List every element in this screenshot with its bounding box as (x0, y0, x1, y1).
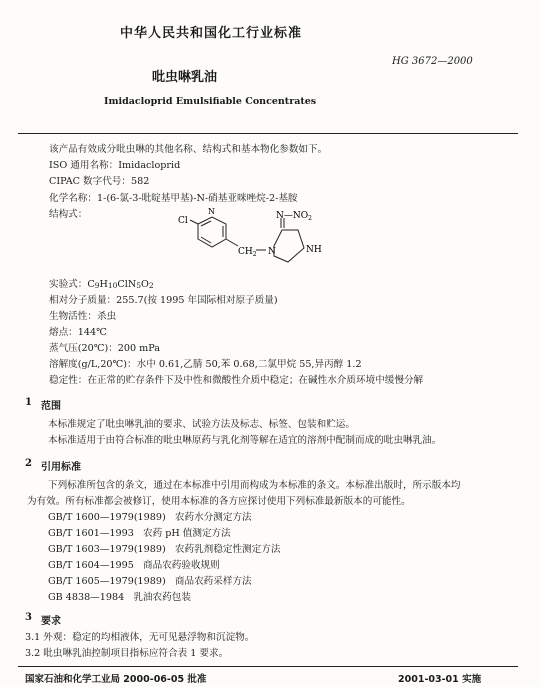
section-2-p1: 下列标准所包含的条文，通过在本标准中引用而构成为本标准的条文。本标准出版时，所示版本均 (48, 480, 461, 491)
solubility: 溶解度(g/L,20℃)：水中 0.61,乙腈 50,苯 0.68,二氯甲烷 55,异丙醇 1.2 (49, 359, 362, 370)
ref-item: GB/T 1604—1995 商品农药验收规则 (48, 560, 220, 571)
section-1-p2: 本标准适用于由符合标准的吡虫啉原药与乳化剂等解在适宜的溶剂中配制而成的吡虫啉乳油。 (48, 435, 442, 446)
title-en: Imidacloprid Emulsifiable Concentrates (104, 96, 317, 107)
cipac-code: CIPAC 数字代号：582 (49, 176, 150, 187)
melting-point: 熔点：144℃ (49, 327, 107, 338)
structural-formula (170, 207, 350, 282)
section-3-title: 要求 (41, 616, 61, 627)
footer-rule (18, 666, 518, 667)
ref-item: GB/T 1603—1979(1989) 农药乳剂稳定性测定方法 (48, 544, 281, 555)
ref-item: GB 4838—1984 乳油农药包装 (48, 592, 191, 603)
nh-label: NH (306, 245, 322, 255)
section-2-p2: 为有效。所有标准都会被修订，使用本标准的各方应探讨使用下列标准最新版本的可能性。 (27, 496, 411, 507)
stability: 稳定性：在正常的贮存条件下及中性和微酸性介质中稳定；在碱性水介质环境中缓慢分解 (49, 375, 424, 386)
intro-desc: 该产品有效成分吡虫啉的其他名称、结构式和基本物化参数如下。 (49, 144, 328, 155)
pyridine-n-label: N (208, 207, 215, 216)
section-1-title: 范围 (41, 401, 61, 412)
ch2-label: $CH_2$ (238, 247, 257, 258)
chlorine-label: Cl (178, 216, 188, 226)
section-3-item-1: 3.1 外观：稳定的均相液体，无可见悬浮物和沉淀物。 (25, 632, 255, 643)
implementation-date: 2001-03-01 实施 (398, 674, 482, 685)
molecular-weight: 相对分子质量：255.7(按 1995 年国际相对原子质量) (49, 295, 278, 306)
section-2-title: 引用标准 (41, 462, 81, 473)
section-2-number: 2 (25, 458, 32, 469)
section-1-p1: 本标准规定了吡虫啉乳油的要求、试验方法及标志、标签、包装和贮运。 (48, 419, 355, 430)
ring-n-label: N (268, 247, 276, 257)
ref-item: GB/T 1605—1979(1989) 商品农药采样方法 (48, 576, 252, 587)
section-1-number: 1 (25, 397, 32, 408)
chemical-name: 化学名称：1-(6-氯-3-吡啶基甲基)-N-硝基亚咪唑烷-2-基胺 (49, 193, 298, 204)
org-name: 中华人民共和国化工行业标准 (120, 26, 303, 41)
approval-date: 国家石油和化学工业局 2000-06-05 批准 (25, 674, 207, 685)
section-3-number: 3 (25, 612, 32, 623)
nitroimine-label: $N—NO_2$ (276, 211, 312, 222)
standard-number: HG 3672—2000 (392, 56, 473, 67)
vapor-pressure: 蒸气压(20℃)：200 mPa (49, 343, 161, 354)
section-3-item-2: 3.2 吡虫啉乳油控制项目指标应符合表 1 要求。 (25, 648, 229, 659)
structure-label: 结构式： (49, 209, 88, 220)
title-cn: 吡虫啉乳油 (152, 70, 218, 85)
ref-item: GB/T 1600—1979(1989) 农药水分测定方法 (48, 512, 252, 523)
header-rule (18, 133, 518, 134)
bio-activity: 生物活性：杀虫 (49, 311, 117, 322)
empirical-formula: 实验式：C9H10ClN5O2 (49, 279, 154, 290)
ref-item: GB/T 1601—1993 农药 pH 值测定方法 (48, 528, 231, 539)
iso-name: ISO 通用名称：Imidacloprid (49, 160, 181, 171)
